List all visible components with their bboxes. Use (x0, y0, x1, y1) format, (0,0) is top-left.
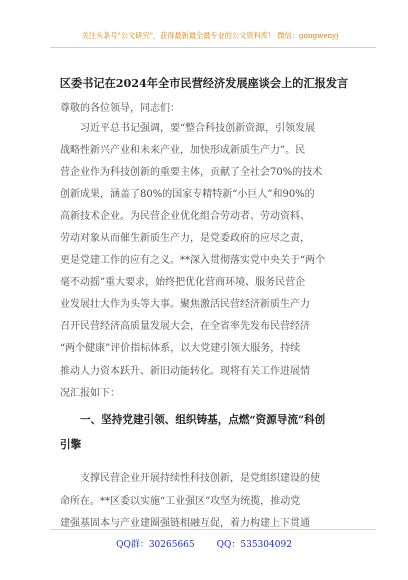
footer-divider (50, 529, 376, 530)
document-title: 区委书记在2024年全市民营经济发展座谈会上的汇报发言 (59, 76, 349, 90)
paragraph-line: 更是党建工作的应有之义。**深入贯彻落实党中央关于“两个 (60, 255, 326, 267)
paragraph-line: 建强基固本与产业建圈强链相融互促，着力构建上下贯通 (60, 518, 310, 529)
paragraph-line: 创新成果，涵盖了80%的国家专精特新“小巨人”和90%的 (60, 189, 315, 201)
paragraph-line: 支撑民营企业开展持续性科技创新，是党组织建设的使 (80, 473, 320, 484)
intro-paragraph (60, 118, 350, 405)
paragraph-line: 业发展壮大作为头等大事。聚焦激活民营经济新质生产力 (60, 299, 310, 311)
paragraph-line: 高新技术企业。为民营企业优化组合劳动者、劳动资料、 (60, 211, 310, 223)
footer (0, 537, 408, 550)
paragraph-line: 战略性新兴产业和未来产业，加快形成新质生产力”。民 (60, 145, 306, 157)
section-heading-line: 一、坚持党建引领、组织铸基，点燃“资源导流”科创 (80, 414, 326, 426)
paragraph-line: 况汇报如下： (60, 387, 120, 399)
header-divider (50, 47, 376, 48)
section-heading-line: 引擎 (60, 439, 82, 451)
section-paragraph (60, 468, 350, 536)
footer-qq-number: QQ：535304092 (216, 540, 292, 550)
paragraph-line: 命所在。**区委以实施“工业强区”攻坚为统揽，推动党 (60, 495, 301, 507)
paragraph-line: 习近平总书记强调，要“整合科技创新资源，引领发展 (80, 123, 316, 134)
section-heading (60, 408, 360, 458)
paragraph-line: 毫不动摇”重大要求，始终把优化营商环境、服务民营企 (60, 277, 306, 289)
footer-qq-group: QQ群：30265665 (116, 540, 195, 550)
paragraph-line: 召开民营经济高质量发展大会，在全省率先发布民营经济 (60, 321, 310, 333)
paragraph-line: 劳动对象从而催生新质生产力，是党委政府的应尽之责， (60, 233, 310, 245)
salutation: 尊敬的各位领导，同志们： (60, 103, 180, 114)
paragraph-line: “两个健康”评价指标体系，以大党建引领大服务，持续 (60, 343, 301, 355)
paragraph-line: 推动人力资本跃升、新旧动能转化。现将有关工作进展情 (60, 365, 310, 377)
header-banner: 关注头条号"公文研究"，获得最新最全最专业的公文资料库！ 微信：gongwenyj (81, 31, 339, 40)
paragraph-line: 营企业作为科技创新的重要主体，贡献了全社会70%的技术 (60, 167, 323, 179)
